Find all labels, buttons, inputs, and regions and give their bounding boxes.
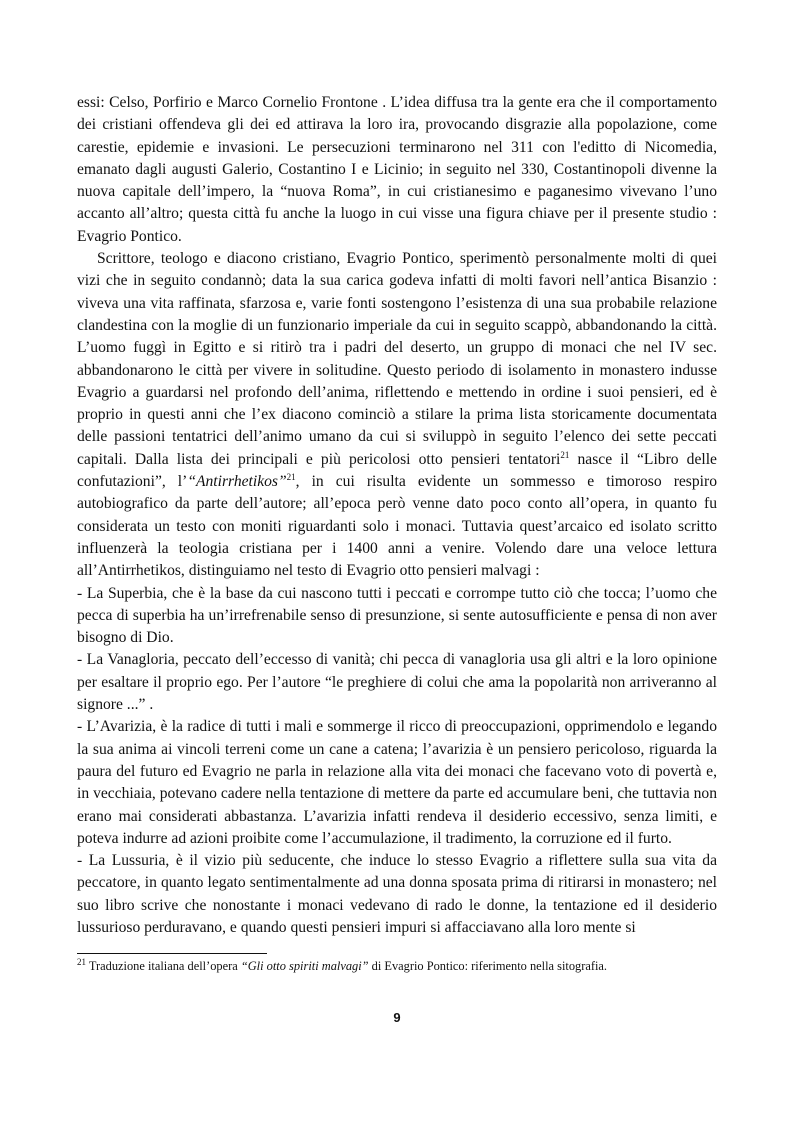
list-item-avarizia: - L’Avarizia, è la radice di tutti i mali e sommerge il ricco di preoccupazioni, opprimendolo e legando la sua anima ai vincoli terreni come un cane a catena; l’avarizia è un pensiero pericoloso, riguarda la paura del futuro ed Evagrio ne parla in relazione alla vita dei monaci che facevano voto di povertà e, in vecchiaia, potevano cadere nella tentazione di mettere da parte ed accumulare beni, che tuttavia non erano mai considerati abbastanza. L’avarizia infatti rendeva il desiderio eccessivo, senza limiti, e poteva indurre ad azioni proibite come l’accumulazione, il tradimento, la corruzione ed il furto.	[77, 718, 717, 847]
footnote-number: 21	[77, 956, 86, 967]
footnote-text: Traduzione italiana dell’opera	[86, 959, 241, 973]
page-number: 9	[393, 1010, 401, 1025]
list-item-vanagloria: - La Vanagloria, peccato dell’eccesso di vanità; chi pecca di vanagloria usa gli altri e la loro opinione per esaltare il proprio ego. Per l’autore “le preghiere di colui che ama la popolarità non arriveranno al signore ...” .	[77, 651, 717, 714]
footnote-ref[interactable]: 21	[286, 471, 296, 482]
footnote-title: “Gli otto spiriti malvagi”	[240, 959, 369, 973]
footnote	[77, 958, 717, 974]
paragraph-text: , in cui risulta evidente un sommesso e timoroso respiro autobiografico da parte dell’autore; all’epoca però venne dato poco conto all’opera, in quanto fu considerata un testo con moniti riguardanti solo i monaci. Tuttavia quest’arcaico ed isolato scritto influenzerà la teologia cristiana per i 1400 anni a venire. Volendo dare una veloce lettura all’Antirrhetikos, distinguiamo nel testo di Evagrio otto pensieri malvagi :	[77, 473, 717, 580]
list-item-superbia: - La Superbia, che è la base da cui nascono tutti i peccati e corrompe tutto ciò che tocca; l’uomo che pecca di superbia ha un’irrefrenabile senso di presunzione, si sente autosufficiente e pensa di non aver bisogno di Dio.	[77, 584, 717, 647]
paragraph-text: essi: Celso, Porfirio e Marco Cornelio Frontone . L’idea diffusa tra la gente era che il comportamento dei cristiani offendeva gli dei ed attirava la loro ira, provocando disgrazie alla popolazione, come carestie, epidemie e invasioni. Le persecuzioni terminarono nel 311 con l'editto di Nicomedia, emanato dagli augusti Galerio, Costantino I e Licinio; in seguito nel 330, Costantinopoli divenne la nuova capitale dell’impero, la “nuova Roma”, in cui cristianesimo e paganesimo vivevano l’uno accanto all’altro; questa città fu anche la luogo in cui visse una figura chiave per il presente studio : Evagrio Pontico.	[77, 94, 717, 245]
body-text	[77, 92, 717, 939]
paragraph-persecutions	[77, 92, 717, 248]
footnote-text: di Evagrio Pontico: riferimento nella sitografia.	[368, 959, 608, 973]
book-title: “Antirrhetikos”	[187, 473, 287, 491]
list-item-lussuria: - La Lussuria, è il vizio più seducente, che induce lo stesso Evagrio a riflettere sulla sua vita da peccatore, in quanto legato sentimentalmente ad una donna sposata prima di ritirarsi in monastero; nel suo libro scrive che nonostante i monaci vedevano di rado le donne, la tentazione ed il desiderio lussurioso perduravano, e quando questi pensieri impuri si affacciavano alla loro mente si	[77, 852, 717, 936]
paragraph-text: Scrittore, teologo e diacono cristiano, Evagrio Pontico, sperimentò personalmente molti di quei vizi che in seguito condannò; data la sua carica godeva infatti di molti favori nell’antica Bisanzio : viveva una vita raffinata, sfarzosa e, varie fonti sostengono l’esistenza di una sua probabile relazione clandestina con la moglie di un funzionario imperiale da cui in seguito scappò, abbandonando la città. L’uomo fuggì in Egitto e si ritirò tra i padri del deserto, un gruppo di monaci che nel IV sec. abbandonarono le città per vivere in solitudine. Questo periodo di isolamento in monastero indusse Evagrio a guardarsi nel profondo dell’anima, riflettendo e mettendo in ordine i suoi pensieri, ed è proprio in questi anni che l’ex diacono cominciò a stilare la prima lista storicamente documentata delle passioni tentatrici dell’animo umano da cui si sviluppò in seguito l’elenco dei sette peccati capitali. Dalla lista dei principali e più pericolosi otto pensieri tentatori	[77, 250, 717, 468]
footnote-divider	[77, 953, 267, 954]
paragraph-text: nasce il “Libro delle confutazioni”, l’	[77, 450, 717, 491]
footnote-ref[interactable]: 21	[560, 449, 570, 460]
paragraph-evagrio	[77, 248, 717, 582]
